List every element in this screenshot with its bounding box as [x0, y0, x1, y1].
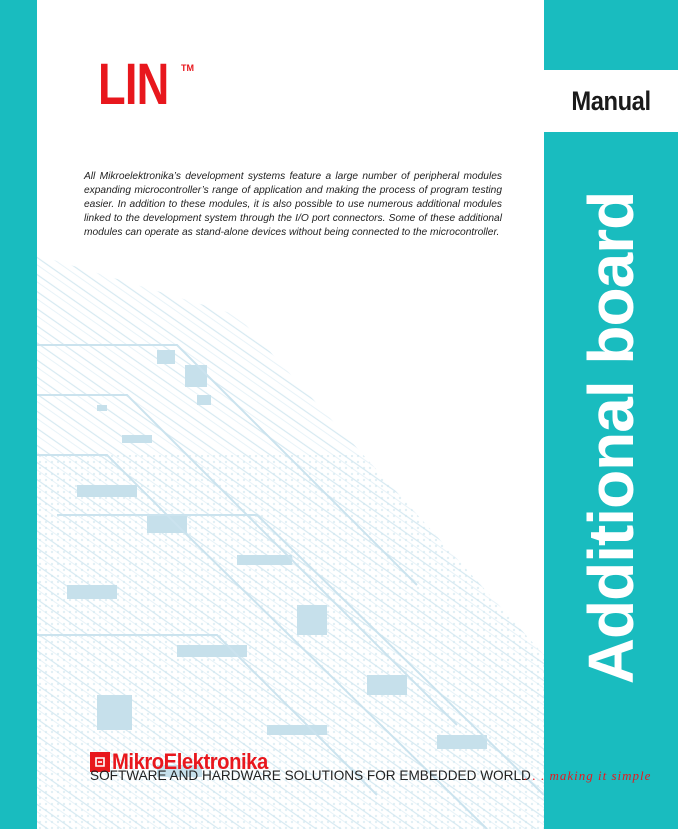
- vertical-title: Additional board: [575, 191, 647, 685]
- tagline: SOFTWARE AND HARDWARE SOLUTIONS FOR EMBEDDED WORLD: [90, 768, 531, 783]
- brand-name: MikroElektronika: [112, 749, 268, 774]
- circuit-board-background: [37, 255, 544, 829]
- left-teal-stripe: [0, 0, 37, 829]
- manual-label-box: [544, 70, 678, 132]
- trademark-symbol: TM: [181, 63, 194, 73]
- product-title: LIN: [98, 52, 169, 117]
- description-text: All Mikroelektronika’s development systems feature a large number of peripheral modules expanding microcontroller’s range of application and making the process of program testing easier. In addition to these modules, it is also possible to use numerous additional modules linked to the development system through the I/O port connectors. Some of these additional modules can operate as stand-alone devices without being connected to the microcontroller.: [84, 171, 502, 238]
- slogan: . . . making it simple: [524, 768, 652, 783]
- manual-label: Manual: [571, 85, 651, 116]
